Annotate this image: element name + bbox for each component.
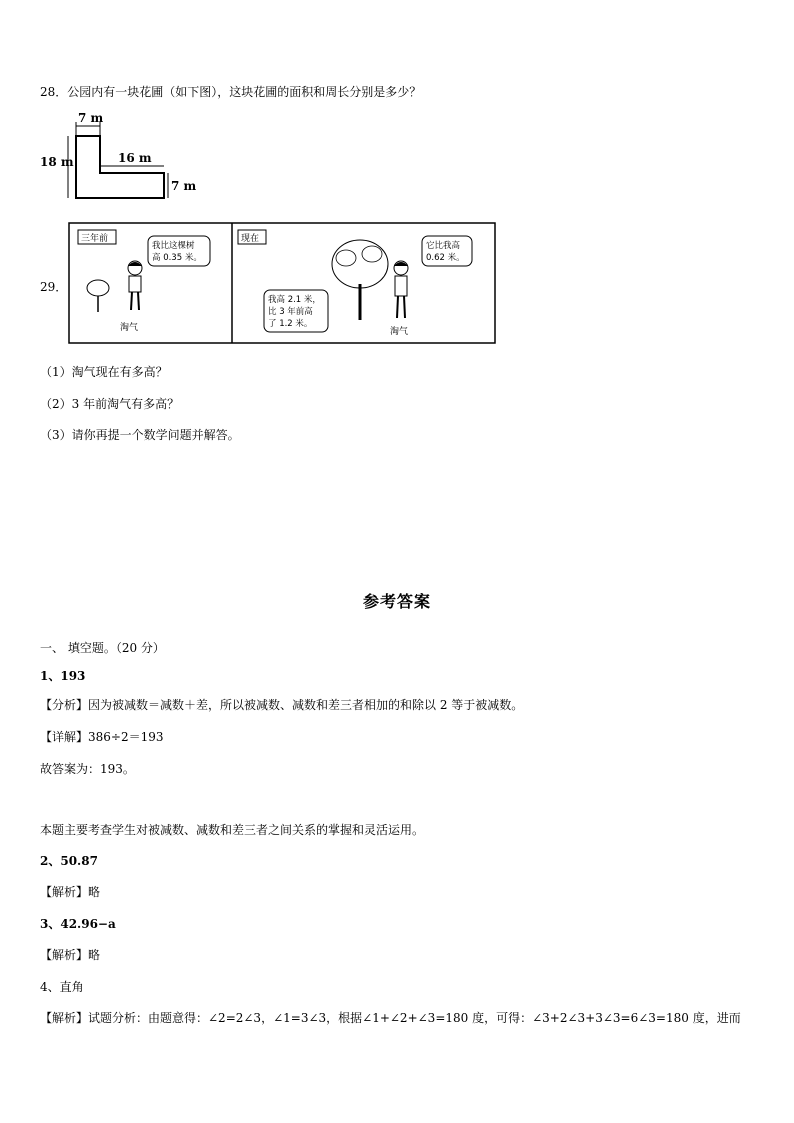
answer-1: 1、193 [40, 669, 86, 683]
answer-4-analysis: 【解析】试题分析：由题意得：∠2=2∠3，∠1=3∠3，根据∠1+∠2+∠3=180 度，可得：∠3+2∠3+3∠3=6∠3=180 度，进而 [40, 1011, 741, 1025]
speech-past-line1: 我比这棵树 [152, 241, 195, 251]
answer-1-analysis: 【分析】因为被减数＝减数＋差，所以被减数、减数和差三者相加的和除以 2 等于被减数。 [40, 698, 524, 712]
question-29-sub1: （1）淘气现在有多高？ [40, 365, 168, 379]
answer-3-analysis: 【解析】略 [40, 948, 101, 962]
dim-left-height: 18 m [40, 155, 74, 169]
speech-now-line1: 它比我高 [426, 241, 461, 251]
answer-1-note: 本题主要考查学生对被减数、减数和差三者之间关系的掌握和灵活运用。 [40, 823, 425, 837]
panel-left-caption: 淘气 [120, 323, 139, 333]
speech-now-line2: 0.62 米。 [426, 253, 465, 263]
garden-l-shape-figure [38, 108, 218, 208]
l-shape-outline [76, 136, 164, 198]
question-29-number: 29． [40, 280, 68, 294]
panel-right-caption: 淘气 [390, 327, 409, 337]
dim-inner-width: 16 m [118, 151, 152, 165]
panel-right-label: 现在 [241, 234, 260, 244]
question-29-sub3: （3）请你再提一个数学问题并解答。 [40, 428, 240, 442]
answer-3: 3、42.96−a [40, 917, 116, 931]
speech-past-line2: 高 0.35 米。 [152, 253, 202, 263]
answer-2-analysis: 【解析】略 [40, 885, 101, 899]
taoqi-comic-figure [68, 222, 496, 344]
section-1-heading: 一、 填空题。（20 分） [40, 641, 165, 655]
dim-right-height: 7 m [171, 179, 197, 193]
answer-1-conclusion: 故答案为：193。 [40, 762, 135, 776]
answer-4: 4、直角 [40, 980, 84, 994]
question-28-text: 28．公园内有一块花圃（如下图），这块花圃的面积和周长分别是多少？ [40, 85, 422, 99]
speech-tree-line1: 我高 2.1 米， [268, 295, 321, 305]
speech-tree-line3: 了 1.2 米。 [268, 319, 313, 329]
answer-1-detail: 【详解】386÷2＝193 [40, 730, 164, 744]
panel-left-label: 三年前 [81, 234, 109, 244]
answers-title: 参考答案 [362, 592, 431, 611]
speech-tree-line2: 比 3 年前高 [268, 307, 313, 317]
answer-2: 2、50.87 [40, 854, 98, 868]
dim-top-width: 7 m [78, 111, 104, 125]
question-29-sub2: （2）3 年前淘气有多高？ [40, 397, 180, 411]
